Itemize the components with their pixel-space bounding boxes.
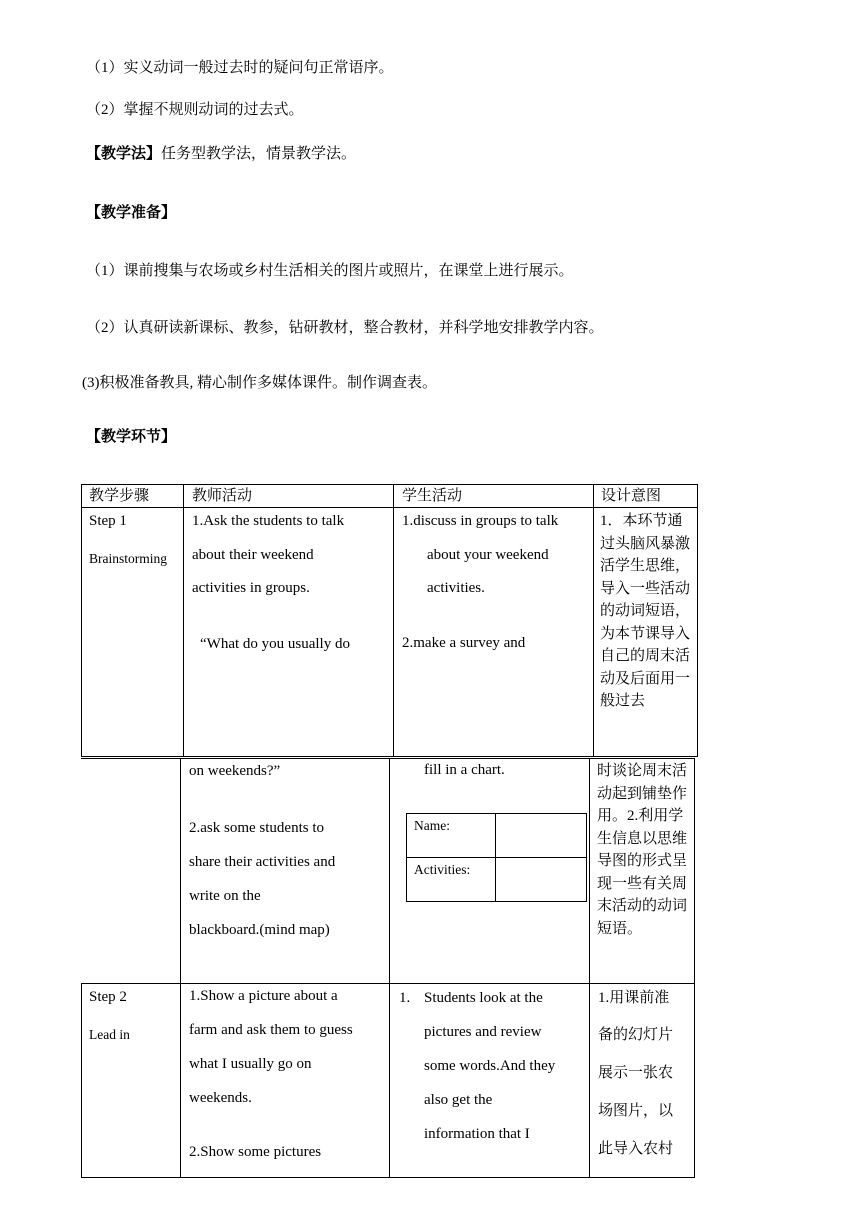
preparation-item-2: （2）认真研读新课标、教参，钻研教材，整合教材，并科学地安排教学内容。 xyxy=(86,320,604,336)
step1-teacher-cont-line: on weekends?” xyxy=(189,763,281,779)
step2-teacher-line: 2.Show some pictures xyxy=(189,1144,322,1160)
step1-teacher-cont-line: 2.ask some students to xyxy=(189,820,324,836)
step1-teacher-cont-line: share their activities and xyxy=(189,854,336,870)
step2-student-line: also get the xyxy=(424,1092,493,1108)
step2-student-line: pictures and review xyxy=(424,1024,542,1040)
step1-teacher-cont-line: write on the xyxy=(189,888,261,904)
survey-name-label: Name: xyxy=(414,818,450,833)
step1-student-line: 2.make a survey and xyxy=(402,635,526,651)
header-teacher-activity: 教师活动 xyxy=(192,488,253,504)
step2-teacher-line: farm and ask them to guess xyxy=(189,1022,353,1038)
header-student-activity: 学生活动 xyxy=(402,488,463,504)
step1-teacher-cont-line: blackboard.(mind map) xyxy=(189,922,330,938)
step1-student-line: activities. xyxy=(427,580,485,596)
header-design-intent: 设计意图 xyxy=(601,488,662,504)
step2-design-line: 此导入农村 xyxy=(598,1141,674,1157)
step1-teacher-line: “What do you usually do xyxy=(200,636,350,652)
step2-design-line: 1.用课前准 xyxy=(598,990,670,1006)
step2-teacher-line: what I usually go on xyxy=(189,1056,312,1072)
teaching-method xyxy=(86,144,356,164)
objective-2: （2）掌握不规则动词的过去式。 xyxy=(86,102,304,118)
step2-teacher-line: 1.Show a picture about a xyxy=(189,988,338,1004)
step2-student-line: information that I xyxy=(424,1126,530,1142)
step2-design-line: 场图片，以 xyxy=(598,1103,674,1119)
step1-design-intent-cont: 时谈论周末活动起到铺垫作用。2.利用学生信息以思维导图的形式呈现一些有关周末活动的动词短语。 xyxy=(597,763,688,937)
step1-teacher-line: activities in groups. xyxy=(192,580,310,596)
step1-design-intent: 1．本环节通过头脑风暴激活学生思维，导入一些活动的动词短语，为本节课导入自己的周末活动及后面用一般过去 xyxy=(600,513,691,709)
step1-student-cont: fill in a chart. xyxy=(424,762,505,778)
step2-subtitle: Lead in xyxy=(89,1027,130,1042)
step2-student-number: 1. xyxy=(399,990,411,1006)
step1-teacher-line: about their weekend xyxy=(192,547,314,563)
step2-student-line: some words.And they xyxy=(424,1058,556,1074)
teaching-method-label: 【教学法】 xyxy=(86,146,162,162)
step2-design-line: 备的幻灯片 xyxy=(598,1027,674,1043)
teaching-method-text: 任务型教学法，情景教学法。 xyxy=(161,146,357,162)
step2-title: Step 2 xyxy=(89,989,127,1005)
step1-student-line: about your weekend xyxy=(427,547,549,563)
step2-design-line: 展示一张农 xyxy=(598,1065,674,1081)
step1-title: Step 1 xyxy=(89,513,127,529)
header-steps: 教学步骤 xyxy=(89,488,150,504)
steps-heading: 【教学环节】 xyxy=(86,429,177,445)
step2-student-line: Students look at the xyxy=(424,990,543,1006)
preparation-item-3: (3)积极准备教具, 精心制作多媒体课件。制作调查表。 xyxy=(82,375,437,391)
preparation-item-1: （1）课前搜集与农场或乡村生活相关的图片或照片，在课堂上进行展示。 xyxy=(86,263,574,279)
step2-teacher-line: weekends. xyxy=(189,1090,252,1106)
objective-1: （1）实义动词一般过去时的疑问句正常语序。 xyxy=(86,60,394,76)
survey-activities-label: Activities: xyxy=(414,862,471,877)
preparation-heading: 【教学准备】 xyxy=(86,205,177,221)
step1-subtitle: Brainstorming xyxy=(89,551,167,566)
step1-teacher-line: 1.Ask the students to talk xyxy=(192,513,345,529)
step1-student-line: 1.discuss in groups to talk xyxy=(402,513,559,529)
